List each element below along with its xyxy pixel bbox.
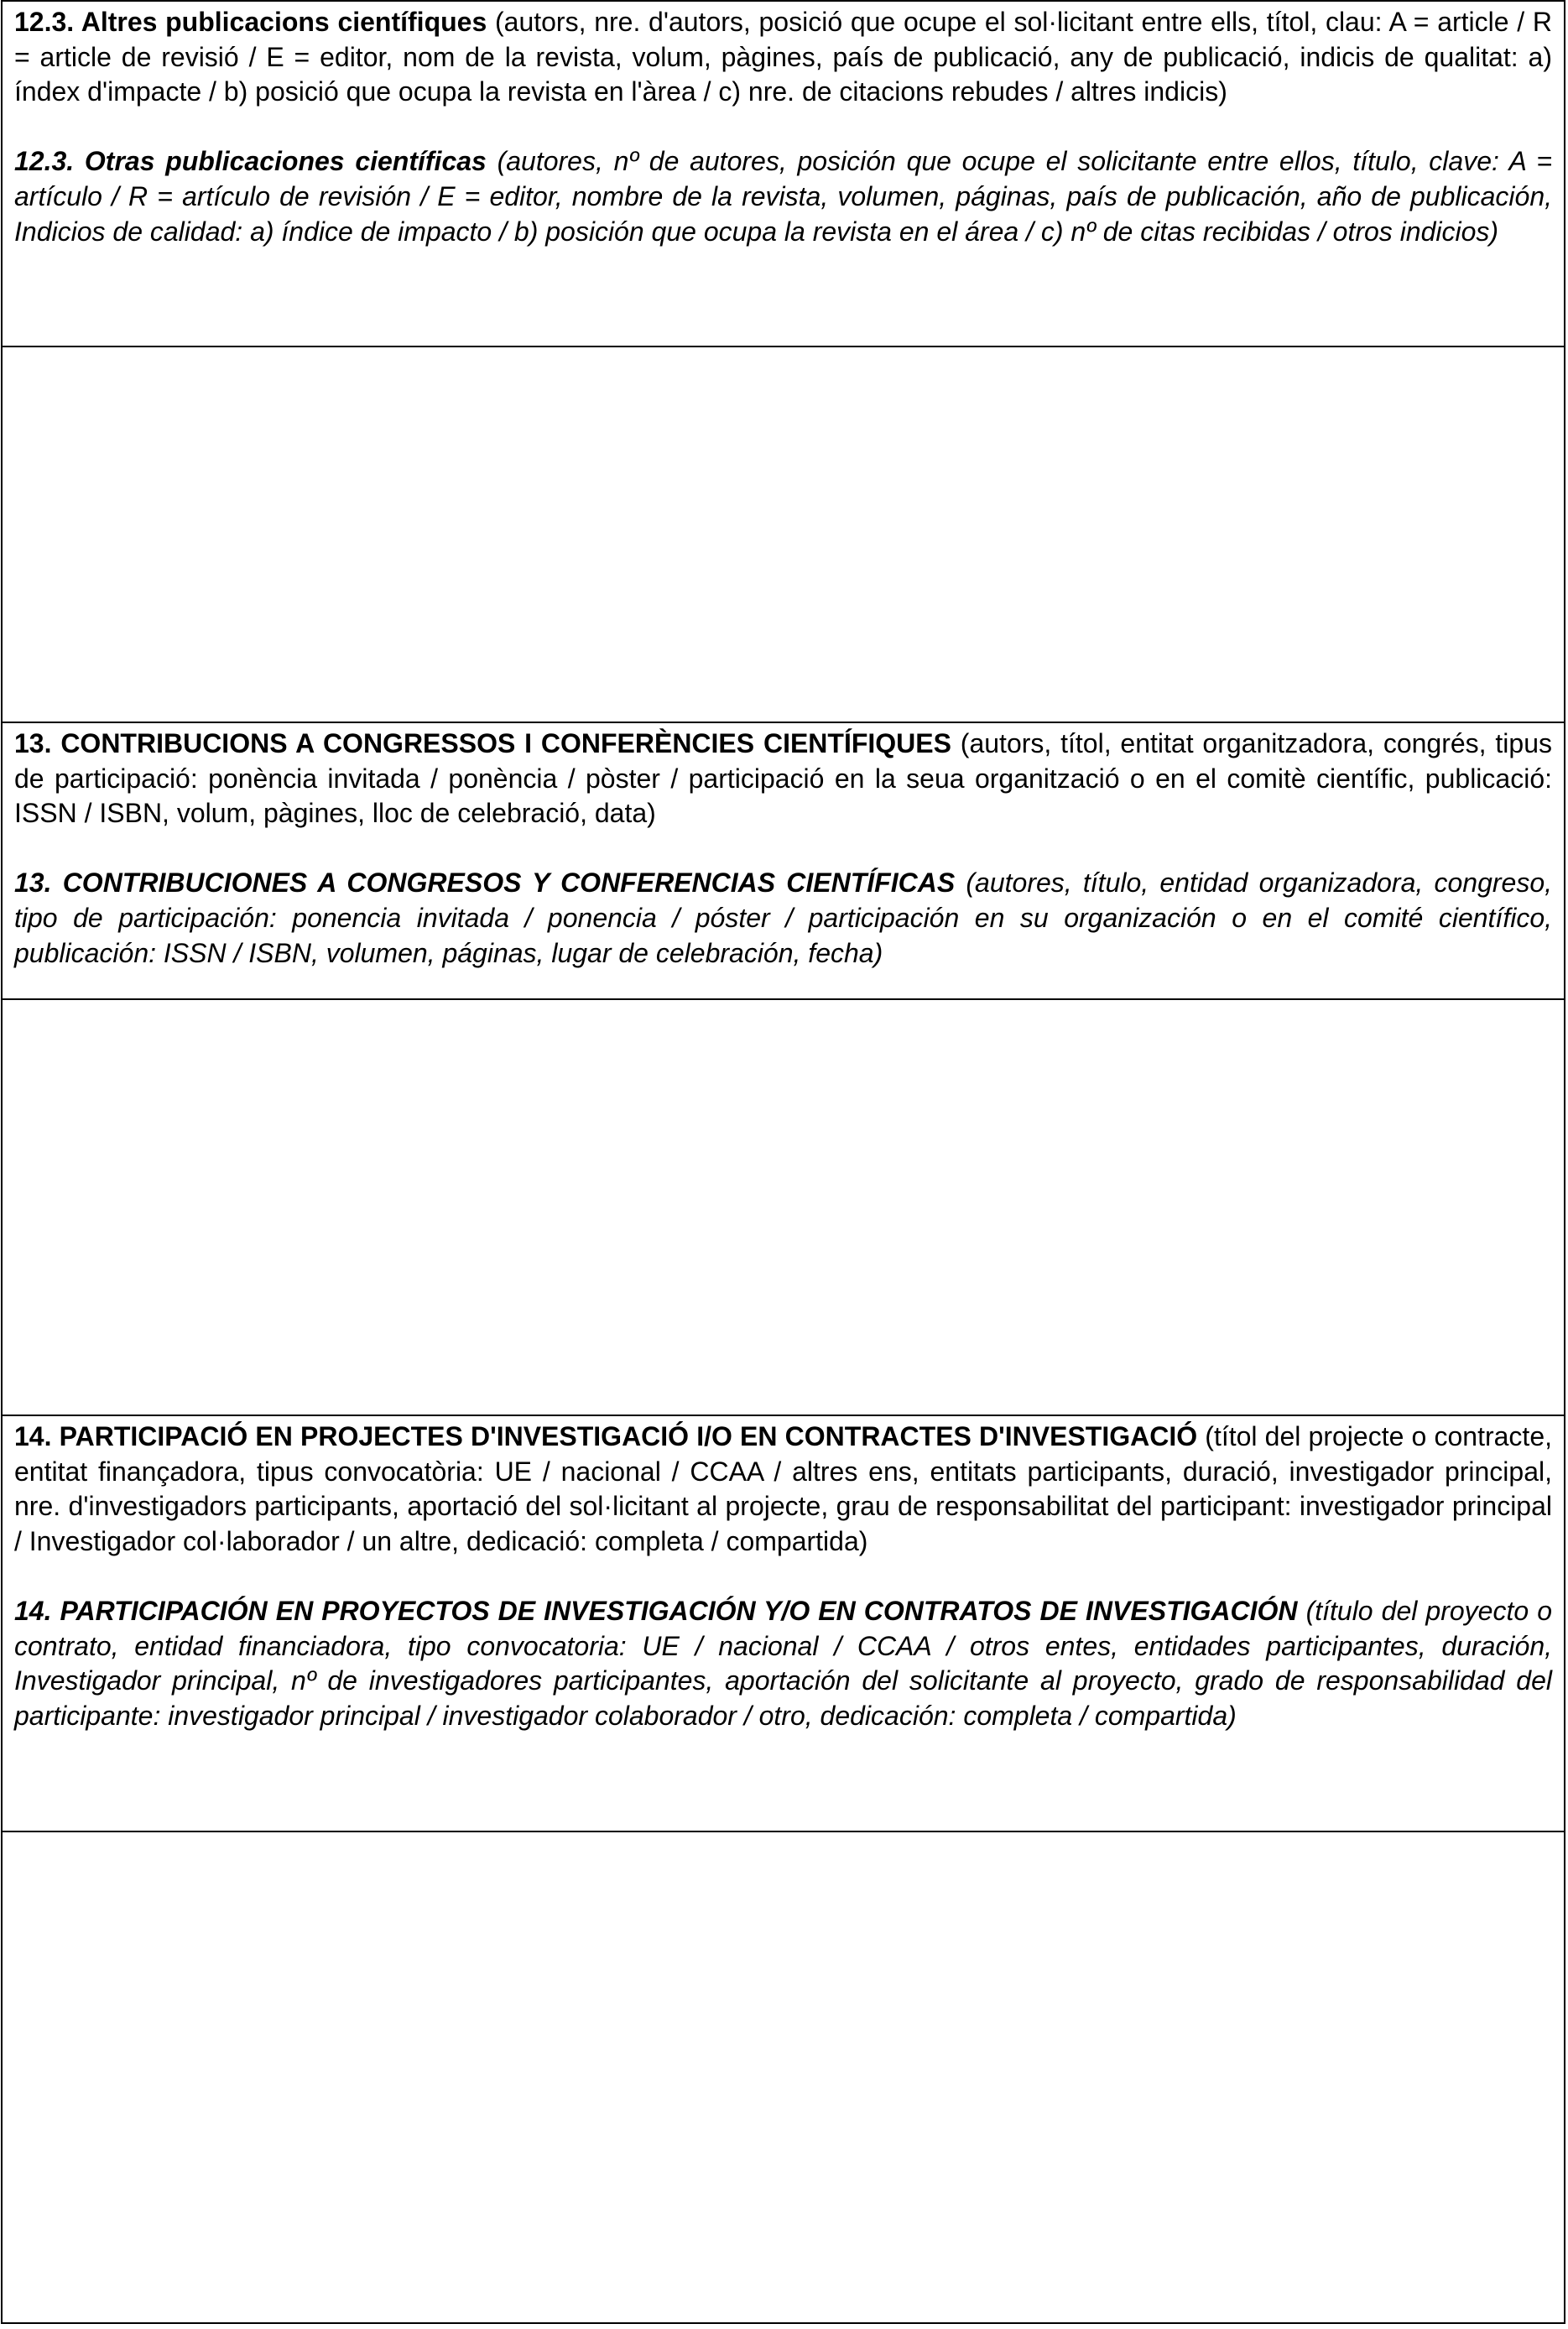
section-12-3-description [3, 2, 1564, 347]
section-13-spanish-heading: 13. CONTRIBUCIONES A CONGRESOS Y CONFERENCIAS CIENTÍFICAS [14, 868, 956, 899]
section-14-catalan-heading: 14. PARTICIPACIÓ EN PROJECTES D'INVESTIGACIÓ I/O EN CONTRACTES D'INVESTIGACIÓ [14, 1421, 1198, 1451]
section-13-answer-box[interactable] [3, 1000, 1564, 1416]
section-12-3-catalan-heading: 12.3. Altres publicacions científiques [14, 7, 487, 37]
section-14-answer-box[interactable] [3, 1832, 1564, 2322]
section-14-spanish-desc: (título del proyecto o contrato, entidad financiadora, tipo convocatoria: UE / nacional / CCAA / otros entes, entidades participantes, duración, Investigador principal, nº de investigadores participantes, aportación del solicitante al proyecto, grado de responsabilidad del participante: investigador principal / investigador colaborador / otro, dedicación: completa / compartida) [14, 1595, 1553, 1731]
section-13-catalan-desc: (autors, títol, entitat organitzadora, congrés, tipus de participació: ponència invitada / ponència / pòster / participació en la seua organització o en el comitè científic, publicació: ISSN / ISBN, volum, pàgines, lloc de celebració, data) [14, 728, 1552, 829]
application-form-page [1, 0, 1565, 2324]
section-12-3-spanish-desc: (autores, nº de autores, posición que ocupe el solicitante entre ellos, título, clave: A = artículo / R = artículo de revisión / E = editor, nombre de la revista, volumen, páginas, país de publicación, año de publicación, Indicios de calidad: a) índice de impacto / b) posición que ocupa la revista en el área / c) nº de citas recibidas / otros indicios) [14, 146, 1553, 247]
section-13-catalan-heading: 13. CONTRIBUCIONS A CONGRESSOS I CONFERÈNCIES CIENTÍFIQUES [14, 728, 951, 758]
section-13-spanish-desc: (autores, título, entidad organizadora, congreso, tipo de participación: ponencia invitada / ponencia / póster / participación en su organización o en el comité científico, publicación: ISSN / ISBN, volumen, páginas, lugar de celebración, fecha) [14, 868, 1553, 968]
section-12-3-spanish-heading: 12.3. Otras publicaciones científicas [14, 146, 487, 177]
section-13-spanish-text [14, 866, 1552, 971]
section-14-spanish-text [14, 1594, 1552, 1733]
section-13-description [3, 723, 1564, 1000]
section-14-spanish-heading: 14. PARTICIPACIÓN EN PROYECTOS DE INVESTIGACIÓN Y/O EN CONTRATOS DE INVESTIGACIÓN [14, 1595, 1298, 1626]
section-14-catalan-text [14, 1420, 1552, 1559]
section-12-3-answer-box[interactable] [3, 347, 1564, 723]
section-12-3-spanish-text [14, 144, 1552, 249]
section-13-catalan-text [14, 727, 1552, 831]
section-14-catalan-desc: (títol del projecte o contracte, entitat finançadora, tipus convocatòria: UE / nacional / CCAA / altres ens, entitats participants, duració, investigador principal, nre. d'investigadors participants, aportació del sol·licitant al projecte, grau de responsabilitat del participant: investigador principal / Investigador col·laborador / un altre, dedicació: completa / compartida) [14, 1421, 1553, 1556]
section-12-3-catalan-text [14, 5, 1552, 110]
section-14-description [3, 1416, 1564, 1832]
section-12-3-catalan-desc: (autors, nre. d'autors, posició que ocupe el sol·licitant entre ells, títol, clau: A = article / R = article de revisió / E = editor, nom de la revista, volum, pàgines, país de publicació, any de publicació, indicis de qualitat: a) índex d'impacte / b) posició que ocupa la revista en l'àrea / c) nre. de citacions rebudes / altres indicis) [14, 7, 1553, 107]
